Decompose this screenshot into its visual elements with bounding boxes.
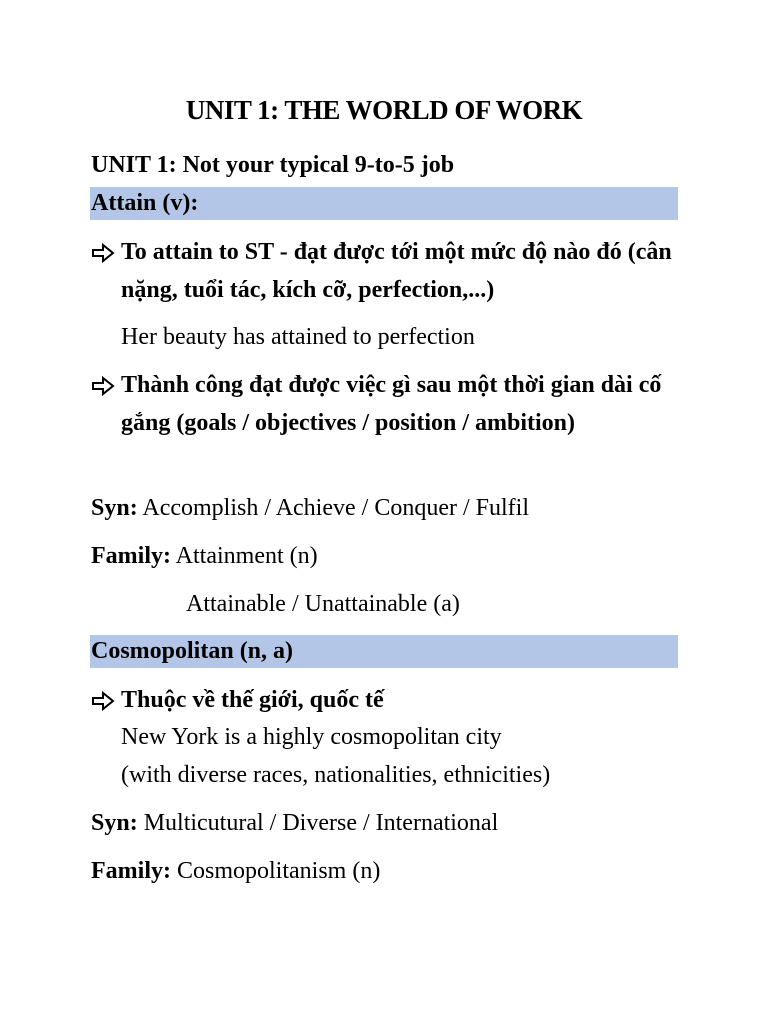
- family-label: Family:: [91, 543, 171, 569]
- attain-sense-2: Thành công đạt được việc gì sau một thời gian dài cố gắng (goals / objectives / position / ambition): [121, 372, 662, 436]
- cosmopolitan-example-line-2: (with diverse races, nationalities, ethnicities): [121, 762, 551, 788]
- family-value: Cosmopolitanism (n): [176, 858, 381, 884]
- right-arrow-icon: [91, 241, 115, 265]
- cosmopolitan-sense-1: Thuộc về thế giới, quốc tế: [121, 687, 384, 713]
- right-arrow-icon: [91, 374, 115, 398]
- right-arrow-icon: [91, 689, 115, 713]
- syn-values: Accomplish / Achieve / Conquer / Fulfil: [142, 495, 529, 521]
- attain-family-2: Attainable / Unattainable (a): [186, 591, 460, 617]
- attain-family: [91, 537, 318, 575]
- attain-sense-1: To attain to ST - đạt được tới một mức độ nào đó (cân nặng, tuổi tác, kích cỡ, perfection,...): [121, 239, 672, 303]
- syn-label: Syn:: [91, 495, 138, 521]
- headword-attain: Attain (v):: [90, 187, 678, 220]
- cosmopolitan-example-line-1: New York is a highly cosmopolitan city: [121, 724, 502, 750]
- cosmopolitan-synonyms: [91, 804, 498, 842]
- syn-values: Multicutural / Diverse / International: [143, 810, 499, 836]
- syn-label: Syn:: [91, 810, 138, 836]
- attain-synonyms: [91, 489, 529, 527]
- cosmopolitan-family: [91, 852, 380, 890]
- headword-cosmopolitan: Cosmopolitan (n, a): [90, 635, 678, 668]
- family-label: Family:: [91, 858, 171, 884]
- page-title: UNIT 1: THE WORLD OF WORK: [185, 95, 583, 125]
- attain-example: Her beauty has attained to perfection: [121, 324, 475, 350]
- family-value: Attainment (n): [175, 543, 318, 569]
- unit-subtitle: UNIT 1: Not your typical 9-to-5 job: [91, 152, 455, 178]
